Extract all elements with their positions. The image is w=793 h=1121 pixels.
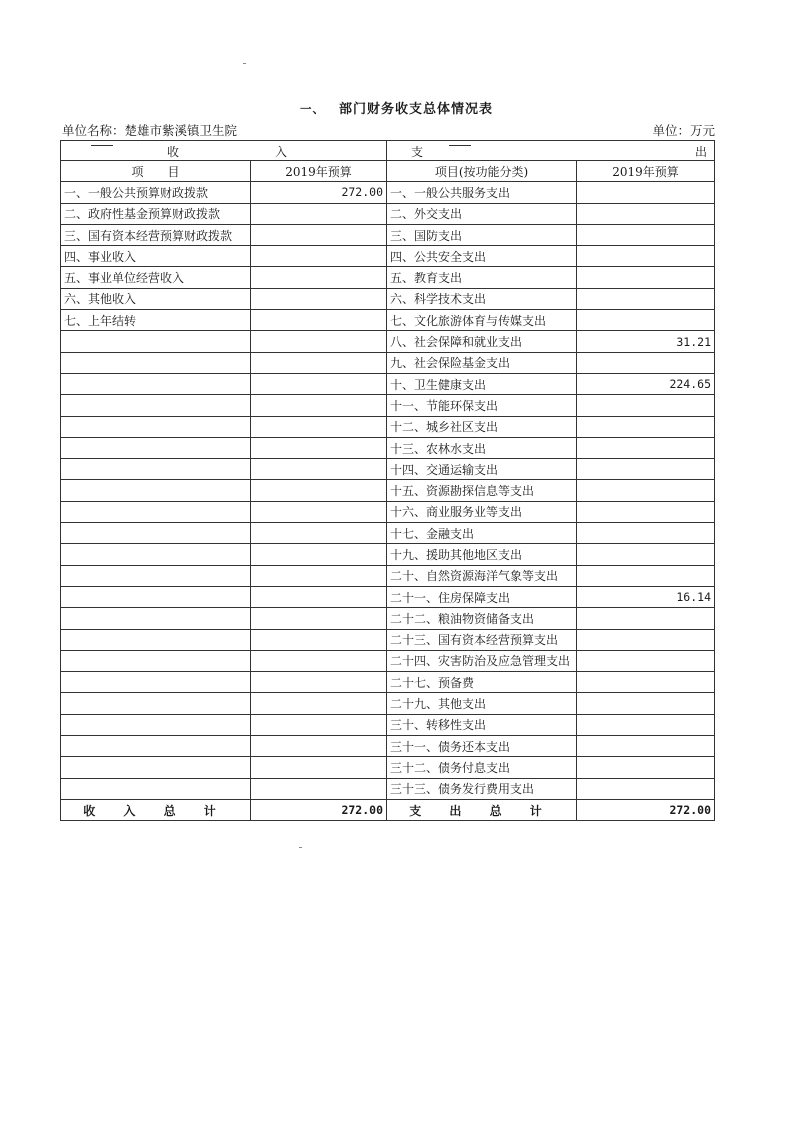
income-item-label <box>61 416 251 437</box>
income-item-label: 四、事业收入 <box>61 246 251 267</box>
income-item-value <box>251 203 387 224</box>
income-item-label <box>61 714 251 735</box>
income-item-value <box>251 352 387 373</box>
table-row <box>61 693 715 714</box>
expense-item-value: 31.21 <box>577 331 715 352</box>
expense-item-value <box>577 501 715 522</box>
income-item-value <box>251 331 387 352</box>
expense-item-value <box>577 203 715 224</box>
income-item-value <box>251 736 387 757</box>
table-row <box>61 586 715 607</box>
scan-speck <box>299 847 302 848</box>
income-item-value <box>251 608 387 629</box>
expense-item-label: 十七、金融支出 <box>387 523 577 544</box>
expense-total-value: 272.00 <box>577 799 715 820</box>
income-item-label <box>61 778 251 799</box>
expense-item-label: 二十四、灾害防治及应急管理支出 <box>387 650 577 671</box>
group-header-row <box>61 141 715 161</box>
income-item-label <box>61 544 251 565</box>
income-item-label <box>61 736 251 757</box>
expense-item-value: 16.14 <box>577 586 715 607</box>
expense-item-value <box>577 267 715 288</box>
expense-item-value <box>577 672 715 693</box>
expense-item-label: 十五、资源勘探信息等支出 <box>387 480 577 501</box>
income-item-value <box>251 395 387 416</box>
income-item-value <box>251 501 387 522</box>
income-item-value <box>251 288 387 309</box>
table-row <box>61 736 715 757</box>
total-row <box>61 799 715 820</box>
expense-item-label: 二十一、住房保障支出 <box>387 586 577 607</box>
table-row <box>61 608 715 629</box>
expense-item-label: 三十、转移性支出 <box>387 714 577 735</box>
expense-item-label: 十三、农林水支出 <box>387 437 577 458</box>
expense-item-value <box>577 352 715 373</box>
table-row <box>61 352 715 373</box>
expense-item-label: 三十三、债务发行费用支出 <box>387 778 577 799</box>
table-row <box>61 182 715 203</box>
income-group-char-b: 入 <box>275 145 288 159</box>
income-item-label: 七、上年结转 <box>61 310 251 331</box>
expense-item-label: 十二、城乡社区支出 <box>387 416 577 437</box>
income-item-value <box>251 565 387 586</box>
expense-item-label: 五、教育支出 <box>387 267 577 288</box>
table-row <box>61 416 715 437</box>
expense-item-value <box>577 523 715 544</box>
income-total-label: 收 入 总 计 <box>61 799 251 820</box>
finance-table <box>60 140 715 821</box>
income-item-label <box>61 586 251 607</box>
income-item-value <box>251 480 387 501</box>
income-item-label: 一、一般公共预算财政拨款 <box>61 182 251 203</box>
expense-total-label: 支 出 总 计 <box>387 799 577 820</box>
income-item-value <box>251 544 387 565</box>
income-item-value <box>251 693 387 714</box>
expense-item-value: 224.65 <box>577 373 715 394</box>
income-item-label <box>61 437 251 458</box>
table-row <box>61 267 715 288</box>
income-item-label <box>61 459 251 480</box>
income-item-value <box>251 459 387 480</box>
expense-item-value <box>577 608 715 629</box>
income-item-label <box>61 331 251 352</box>
table-row <box>61 246 715 267</box>
column-header-budget-left: 2019年预算 <box>251 161 387 182</box>
expense-item-value <box>577 778 715 799</box>
expense-item-value <box>577 310 715 331</box>
table-row <box>61 288 715 309</box>
expense-item-value <box>577 416 715 437</box>
income-item-label <box>61 395 251 416</box>
expense-item-value <box>577 693 715 714</box>
income-item-label <box>61 373 251 394</box>
expense-item-value <box>577 650 715 671</box>
expense-item-value <box>577 480 715 501</box>
income-item-value <box>251 523 387 544</box>
table-row <box>61 480 715 501</box>
expense-item-label: 二、外交支出 <box>387 203 577 224</box>
income-item-label <box>61 757 251 778</box>
income-item-value <box>251 629 387 650</box>
expense-item-label: 二十二、粮油物资储备支出 <box>387 608 577 629</box>
table-row <box>61 501 715 522</box>
income-item-value <box>251 416 387 437</box>
income-item-label <box>61 672 251 693</box>
column-header-item-func: 项目(按功能分类) <box>387 161 577 182</box>
income-item-label: 二、政府性基金预算财政拨款 <box>61 203 251 224</box>
table-row <box>61 459 715 480</box>
income-group-header <box>61 141 387 161</box>
income-item-value <box>251 650 387 671</box>
table-row <box>61 523 715 544</box>
expense-item-value <box>577 565 715 586</box>
expense-item-label: 三、国防支出 <box>387 224 577 245</box>
table-row <box>61 650 715 671</box>
income-item-value <box>251 778 387 799</box>
income-item-label <box>61 480 251 501</box>
column-header-item: 项 目 <box>61 161 251 182</box>
income-item-value <box>251 437 387 458</box>
expense-item-value <box>577 437 715 458</box>
expense-item-label: 十四、交通运输支出 <box>387 459 577 480</box>
unit-label: 单位：万元 <box>652 123 715 138</box>
expense-item-label: 九、社会保险基金支出 <box>387 352 577 373</box>
expense-item-label: 一、一般公共服务支出 <box>387 182 577 203</box>
expense-item-value <box>577 757 715 778</box>
expense-item-value <box>577 395 715 416</box>
table-row <box>61 714 715 735</box>
expense-item-label: 二十九、其他支出 <box>387 693 577 714</box>
table-row <box>61 565 715 586</box>
income-item-value <box>251 267 387 288</box>
table-row <box>61 224 715 245</box>
income-group-char-a: 收 <box>167 145 180 159</box>
expense-item-label: 十九、援助其他地区支出 <box>387 544 577 565</box>
expense-item-label: 二十三、国有资本经营预算支出 <box>387 629 577 650</box>
income-item-label: 五、事业单位经营收入 <box>61 267 251 288</box>
expense-item-value <box>577 736 715 757</box>
expense-item-value <box>577 544 715 565</box>
expense-group-char-b: 出 <box>695 145 708 159</box>
income-item-label <box>61 352 251 373</box>
income-item-value <box>251 586 387 607</box>
expense-item-value <box>577 246 715 267</box>
income-item-label <box>61 693 251 714</box>
income-item-value <box>251 757 387 778</box>
income-item-value <box>251 310 387 331</box>
income-item-label: 六、其他收入 <box>61 288 251 309</box>
table-row <box>61 629 715 650</box>
column-header-row <box>61 161 715 182</box>
column-header-budget-right: 2019年预算 <box>577 161 715 182</box>
income-item-label <box>61 501 251 522</box>
expense-item-value <box>577 459 715 480</box>
scan-speck <box>243 63 246 64</box>
expense-group-header <box>387 141 715 161</box>
income-item-value <box>251 714 387 735</box>
income-item-value <box>251 224 387 245</box>
expense-item-label: 八、社会保障和就业支出 <box>387 331 577 352</box>
title-number: 一、 <box>299 102 325 116</box>
income-total-value: 272.00 <box>251 799 387 820</box>
expense-item-value <box>577 224 715 245</box>
income-item-label: 三、国有资本经营预算财政拨款 <box>61 224 251 245</box>
income-item-value <box>251 373 387 394</box>
table-row <box>61 395 715 416</box>
expense-group-char-a: 支 <box>411 145 424 159</box>
table-row <box>61 544 715 565</box>
expense-item-label: 十、卫生健康支出 <box>387 373 577 394</box>
table-row <box>61 203 715 224</box>
expense-item-label: 十六、商业服务业等支出 <box>387 501 577 522</box>
expense-item-label: 二十七、预备费 <box>387 672 577 693</box>
expense-item-label: 六、科学技术支出 <box>387 288 577 309</box>
expense-item-label: 三十一、债务还本支出 <box>387 736 577 757</box>
expense-item-value <box>577 288 715 309</box>
table-row <box>61 310 715 331</box>
title-text: 部门财务收支总体情况表 <box>338 102 493 117</box>
income-item-label <box>61 629 251 650</box>
expense-item-value <box>577 629 715 650</box>
income-item-label <box>61 523 251 544</box>
income-item-label <box>61 650 251 671</box>
expense-item-label: 二十、自然资源海洋气象等支出 <box>387 565 577 586</box>
table-row <box>61 778 715 799</box>
expense-item-label: 七、文化旅游体育与传媒支出 <box>387 310 577 331</box>
expense-item-label: 四、公共安全支出 <box>387 246 577 267</box>
table-row <box>61 672 715 693</box>
income-item-label <box>61 608 251 629</box>
table-row <box>61 373 715 394</box>
page-title <box>0 98 793 117</box>
expense-item-value <box>577 714 715 735</box>
table-row <box>61 757 715 778</box>
income-item-value: 272.00 <box>251 182 387 203</box>
income-item-label <box>61 565 251 586</box>
income-item-value <box>251 246 387 267</box>
expense-item-label: 十一、节能环保支出 <box>387 395 577 416</box>
expense-item-value <box>577 182 715 203</box>
expense-item-label: 三十二、债务付息支出 <box>387 757 577 778</box>
income-item-value <box>251 672 387 693</box>
table-row <box>61 437 715 458</box>
table-row <box>61 331 715 352</box>
unit-name: 单位名称：楚雄市紫溪镇卫生院 <box>62 123 238 138</box>
